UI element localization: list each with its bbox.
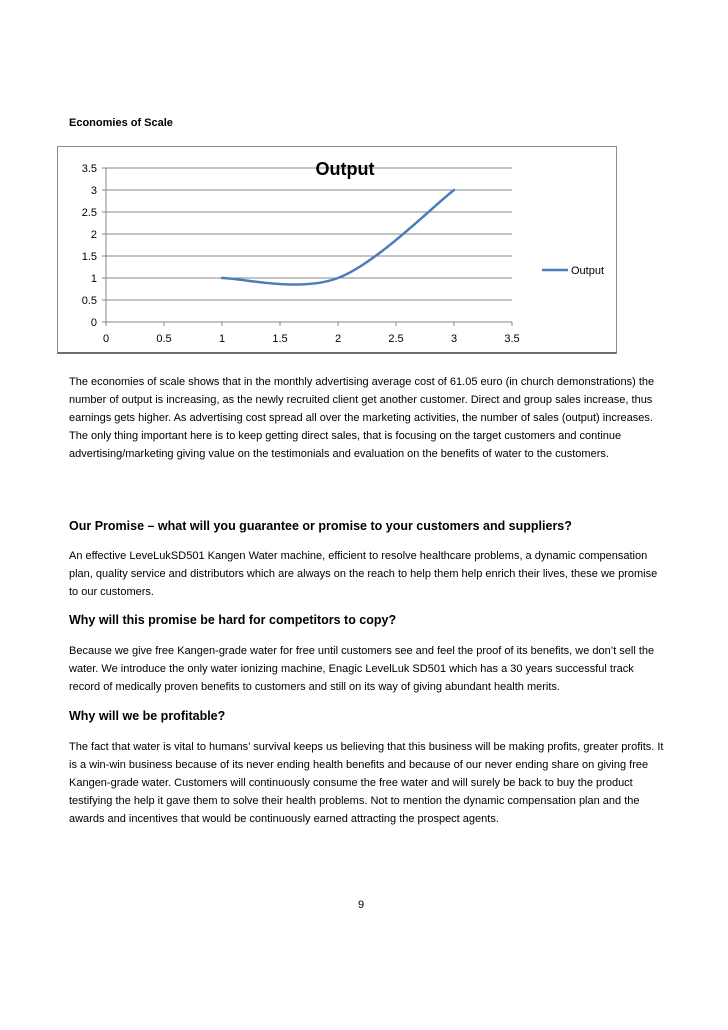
chart-frame	[57, 146, 617, 354]
x-tick-label: 1	[218, 333, 226, 345]
page-number: 9	[358, 899, 365, 911]
x-tick-label: 3.5	[504, 333, 520, 345]
y-tick-label: 3	[90, 185, 97, 197]
y-tick-label: 2	[90, 229, 97, 241]
x-tick-label: 3	[450, 333, 458, 345]
hard-to-copy-paragraph: Because we give free Kangen-grade water for free until customers see and feel the proof of its benefits, we don’t sell the water. We introduce the only water ionizing machine, Enagic LevelLuk SD501 which has a 30 years successful track record of medically proven benefits to customers and still on its way of giving abundant health merits.	[69, 645, 655, 693]
promise-paragraph: An effective LeveLukSD501 Kangen Water machine, efficient to resolve healthcare problems, a dynamic compensation plan, quality service and distributors which are always on the reach to help them help enrich their lives, these we promise to our customers.	[69, 550, 658, 598]
line-chart	[58, 147, 616, 352]
y-tick-label: 0.5	[81, 295, 97, 307]
hard-to-copy-heading: Why will this promise be hard for competitors to copy?	[69, 613, 397, 627]
legend-label: Output	[571, 265, 605, 277]
y-tick-label: 3.5	[81, 163, 97, 175]
series-line-output	[222, 190, 454, 285]
y-tick-label: 2.5	[81, 207, 97, 219]
y-tick-label: 0	[90, 317, 97, 329]
chart-title: Output	[315, 159, 375, 179]
promise-heading: Our Promise – what will you guarantee or promise to your customers and suppliers?	[69, 519, 572, 533]
y-tick-label: 1.5	[81, 251, 97, 263]
x-tick-label: 2.5	[388, 333, 404, 345]
x-tick-label: 1.5	[272, 333, 288, 345]
economies-paragraph: The economies of scale shows that in the monthly advertising average cost of 61.05 euro (in church demonstrations) the number of output is increasing, as the newly recruited client get another customer. Direct and group sales increase, thus earnings gets higher. As advertising cost spread all over the marketing activities, the number of sales (output) increases. The only thing important here is to keep getting direct sales, that is focusing on the target customers and continue advertising/marketing giving value on the testimonials and evaluation on the benefits of water to the customers.	[69, 376, 655, 460]
profitable-heading: Why will we be profitable?	[69, 709, 226, 723]
x-tick-label: 2	[334, 333, 342, 345]
section-label: Economies of Scale	[69, 117, 173, 129]
x-tick-label: 0	[102, 333, 110, 345]
x-tick-label: 0.5	[156, 333, 172, 345]
profitable-paragraph: The fact that water is vital to humans’ survival keeps us believing that this business will be making profits, greater profits. It is a win-win business because of its never ending health benefits and because of our never ending share on giving free Kangen-grade water. Customers will continuously consume the free water and will surely be back to buy the product testifying the help it gave them to solve their health problems. Not to mention the dynamic compensation plan and the awards and incentives that would be continuously earned attracting the prospect agents.	[69, 741, 664, 825]
y-tick-label: 1	[90, 273, 97, 285]
